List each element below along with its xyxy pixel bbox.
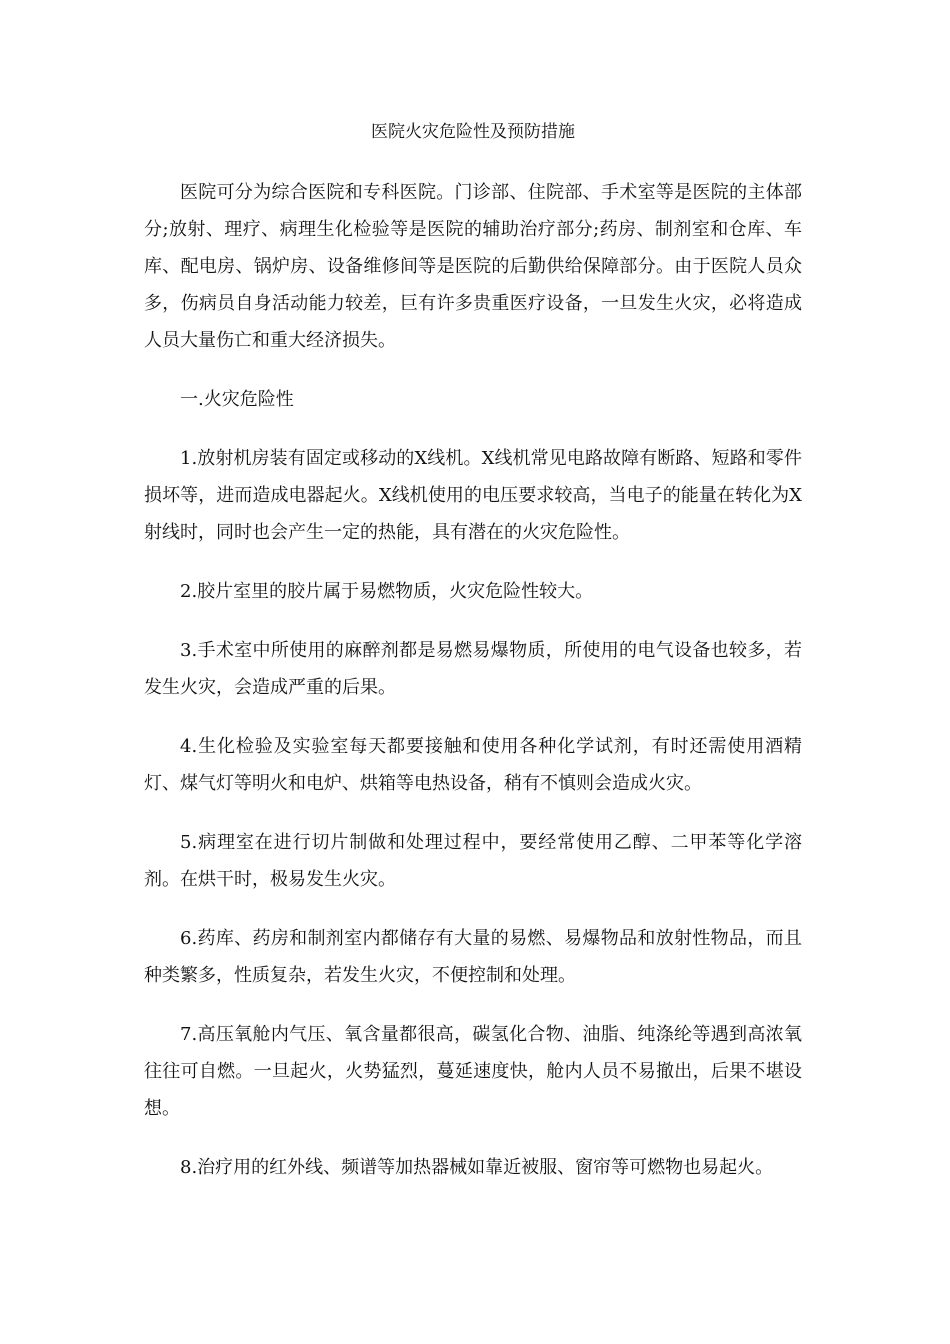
document-title: 医院火灾危险性及预防措施: [371, 122, 575, 142]
section-heading: 一.火灾危险性: [180, 389, 294, 410]
list-item-2: 2.胶片室里的胶片属于易燃物质，火灾危险性较大。: [180, 581, 594, 602]
list-item-5: 5.病理室在进行切片制做和处理过程中，要经常使用乙醇、二甲苯等化学溶剂。在烘干时，极易发生火灾。: [144, 832, 802, 890]
intro-paragraph: 医院可分为综合医院和专科医院。门诊部、住院部、手术室等是医院的主体部分;放射、理疗、病理生化检验等是医院的辅助治疗部分;药房、制剂室和仓库、车库、配电房、锅炉房、设备维修间等是医院的后勤供给保障部分。由于医院人员众多，伤病员自身活动能力较差，巨有许多贵重医疗设备，一旦发生火灾，必将造成人员大量伤亡和重大经济损失。: [144, 182, 802, 351]
list-item-7: 7.高压氧舱内气压、氧含量都很高，碳氢化合物、油脂、纯涤纶等遇到高浓氧往往可自燃。一旦起火，火势猛烈，蔓延速度快，舱内人员不易撤出，后果不堪设想。: [144, 1024, 802, 1119]
list-item-1: 1.放射机房装有固定或移动的X线机。X线机常见电路故障有断路、短路和零件损坏等，进而造成电器起火。X线机使用的电压要求较高，当电子的能量在转化为X射线时，同时也会产生一定的热能，具有潜在的火灾危险性。: [144, 448, 802, 543]
list-item-4: 4.生化检验及实验室每天都要接触和使用各种化学试剂，有时还需使用酒精灯、煤气灯等明火和电炉、烘箱等电热设备，稍有不慎则会造成火灾。: [144, 736, 802, 794]
list-item-6: 6.药库、药房和制剂室内都储存有大量的易燃、易爆物品和放射性物品，而且种类繁多，性质复杂，若发生火灾，不便控制和处理。: [144, 928, 802, 986]
list-item-3: 3.手术室中所使用的麻醉剂都是易燃易爆物质，所使用的电气设备也较多，若发生火灾，会造成严重的后果。: [144, 640, 802, 698]
list-item-8: 8.治疗用的红外线、频谱等加热器械如靠近被服、窗帘等可燃物也易起火。: [180, 1157, 774, 1178]
